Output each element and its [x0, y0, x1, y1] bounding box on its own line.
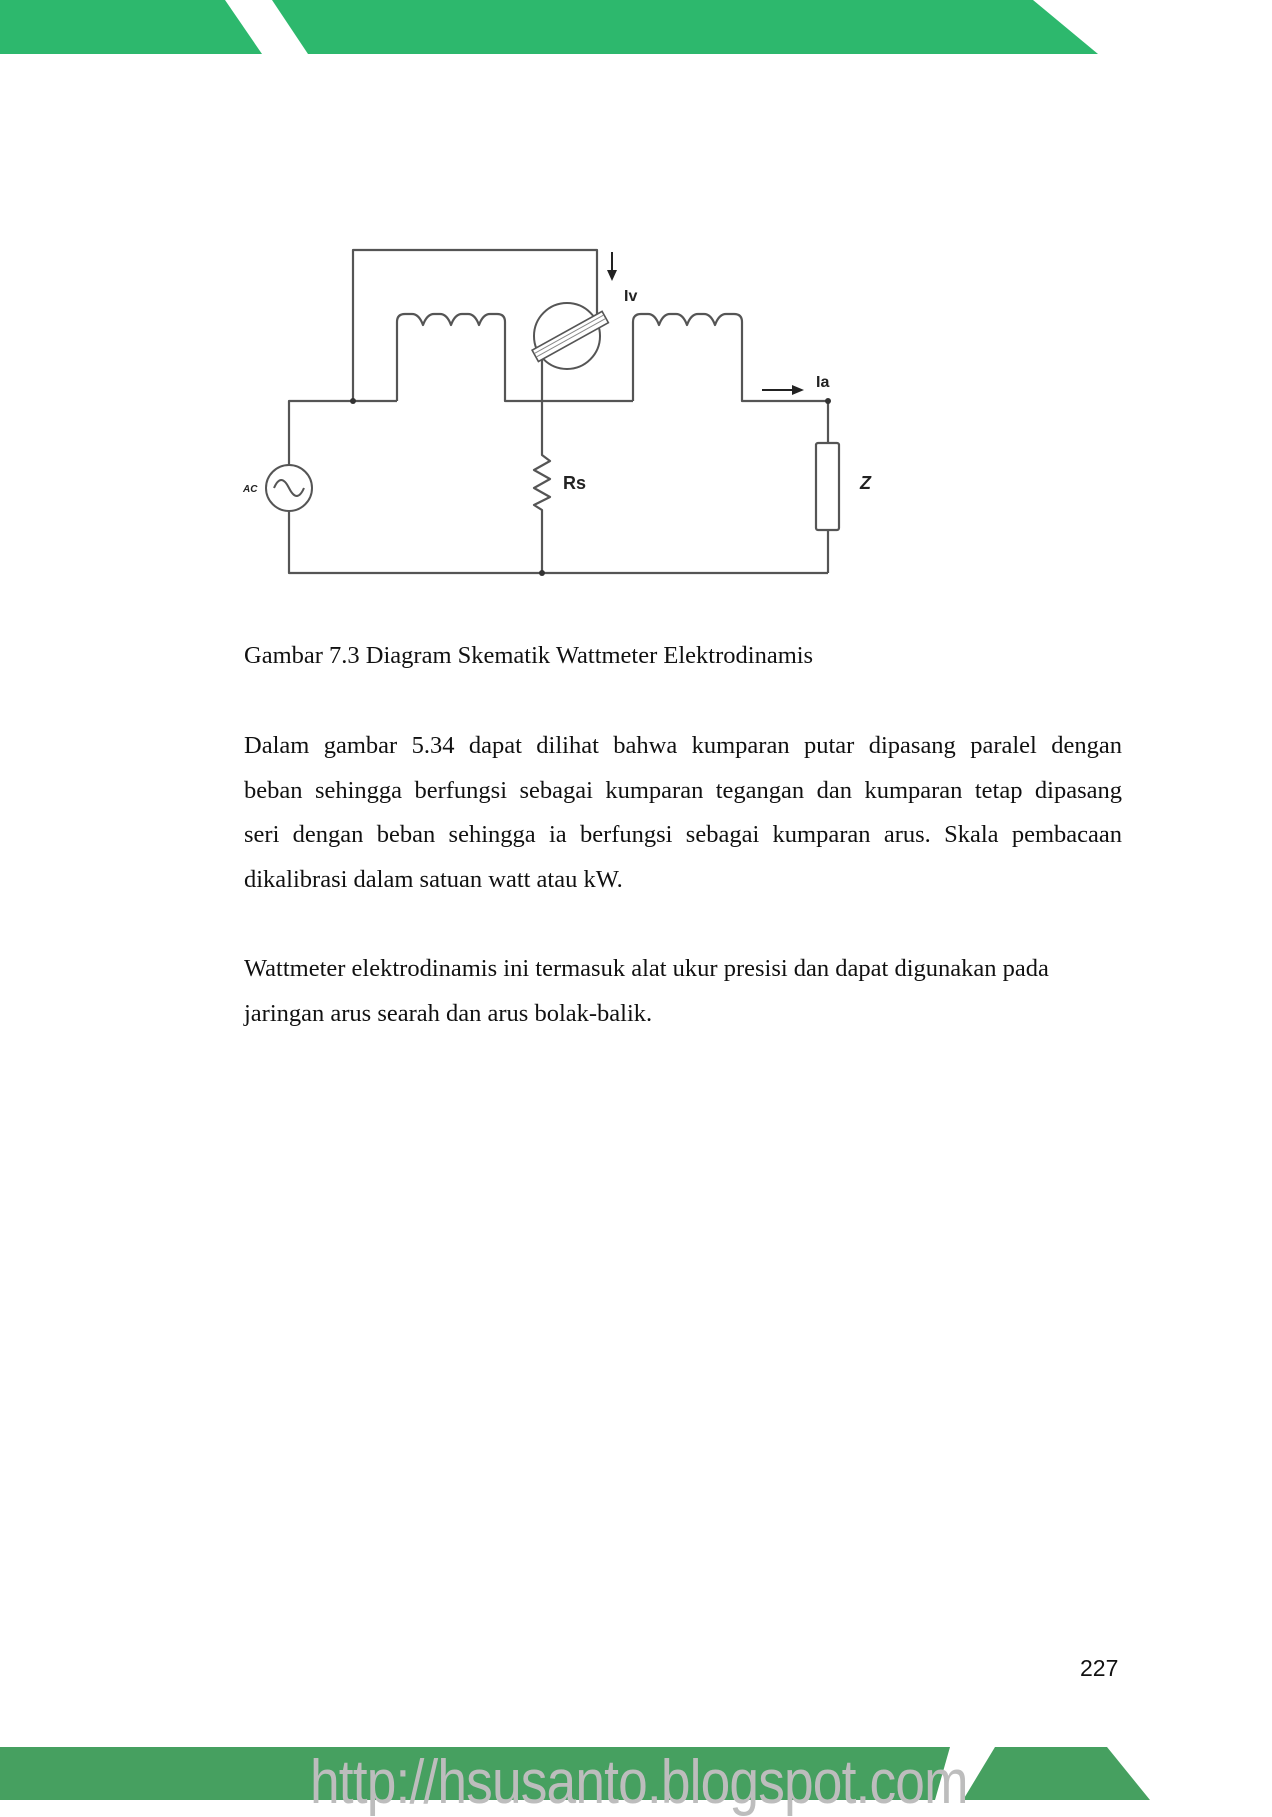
paragraph-line: Wattmeter elektrodinamis ini termasuk alat ukur presisi dan dapat digunakan pada [244, 955, 1049, 982]
junction-dot [539, 570, 545, 576]
paragraph-line: seri dengan beban sehingga ia berfungsi sebagai kumparan arus. Skala pembacaan [244, 821, 1122, 848]
paragraph-1 [244, 724, 1122, 902]
wire-bottom [289, 511, 828, 573]
watermark-url: http://hsusanto.blogspot.com [310, 1748, 968, 1817]
load-impedance-z [816, 443, 839, 530]
junction-dot [825, 398, 831, 404]
label-z: Z [860, 473, 871, 493]
paragraph-line: Dalam gambar 5.34 dapat dilihat bahwa kumparan putar dipasang paralel dengan [244, 732, 1122, 759]
paragraph-line: beban sehingga berfungsi sebagai kumparan tegangan dan kumparan tetap dipasang [244, 776, 1122, 804]
arrow-down-icon [607, 252, 617, 281]
page-number: 227 [1080, 1655, 1119, 1681]
wire-voltage-branch [353, 250, 597, 401]
label-iv: Iv [624, 288, 638, 305]
ac-source-symbol [266, 465, 312, 511]
paragraph-2 [244, 946, 1122, 1036]
label-ac: AC [243, 484, 258, 495]
figure-caption: Gambar 7.3 Diagram Skematik Wattmeter Elektrodinamis [244, 642, 814, 669]
footer-banner-right [963, 1747, 1150, 1800]
paragraph-line: jaringan arus searah dan arus bolak-balik. [244, 1000, 653, 1027]
shunt-resistor-rs [534, 360, 550, 573]
label-ia: Ia [816, 374, 830, 391]
wire-left-top [289, 401, 397, 465]
junction-dot [350, 398, 356, 404]
arrow-right-icon [762, 385, 804, 395]
paragraph-line: dikalibrasi dalam satuan watt atau kW. [244, 865, 623, 893]
wattmeter-schematic-diagram [0, 0, 1272, 620]
label-rs: Rs [563, 473, 587, 493]
